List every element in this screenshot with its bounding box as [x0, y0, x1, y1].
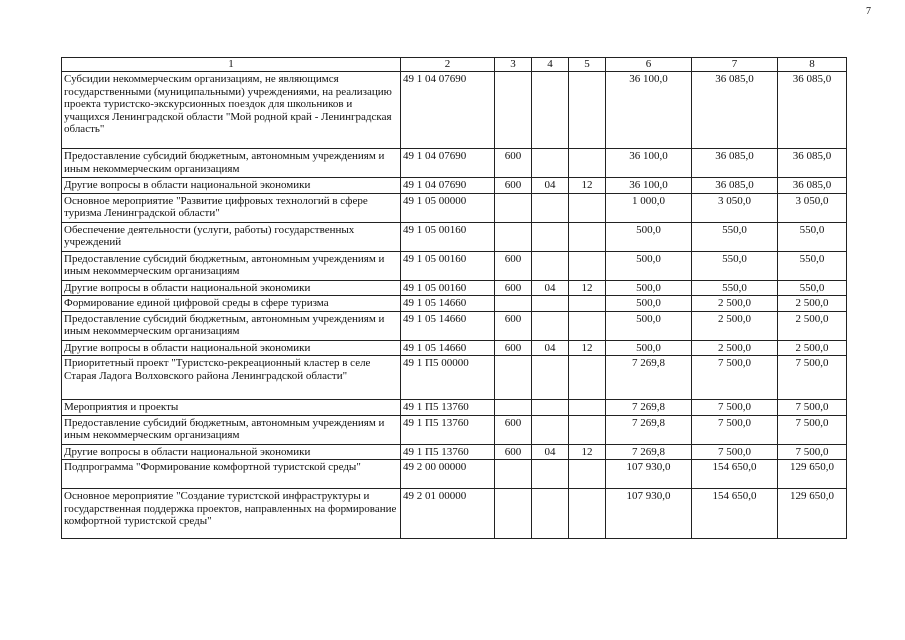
row-value-year3: 7 500,0	[778, 415, 847, 444]
column-header: 4	[532, 58, 569, 72]
table-row	[62, 415, 847, 444]
column-header: 1	[62, 58, 401, 72]
row-subsection	[569, 251, 606, 280]
row-value-year2: 3 050,0	[692, 193, 778, 222]
table-row	[62, 280, 847, 296]
row-subsection	[569, 400, 606, 416]
row-value-year3: 550,0	[778, 280, 847, 296]
row-subsection	[569, 296, 606, 312]
row-code: 49 2 00 00000	[401, 460, 495, 489]
row-value-year1: 107 930,0	[606, 460, 692, 489]
row-value-year2: 2 500,0	[692, 340, 778, 356]
row-expense-type	[495, 460, 532, 489]
row-subsection	[569, 415, 606, 444]
row-name: Предоставление субсидий бюджетным, автономным учреждениям и иным некоммерческим организациям	[62, 415, 401, 444]
row-code: 49 1 05 14660	[401, 340, 495, 356]
row-expense-type	[495, 222, 532, 251]
row-subsection	[569, 193, 606, 222]
row-expense-type	[495, 356, 532, 400]
row-value-year1: 500,0	[606, 340, 692, 356]
row-value-year1: 7 269,8	[606, 356, 692, 400]
header-row	[62, 58, 847, 72]
column-header: 7	[692, 58, 778, 72]
row-expense-type: 600	[495, 280, 532, 296]
row-value-year2: 154 650,0	[692, 489, 778, 539]
row-subsection	[569, 356, 606, 400]
table-row	[62, 193, 847, 222]
row-value-year2: 2 500,0	[692, 296, 778, 312]
table-row	[62, 222, 847, 251]
row-subsection: 12	[569, 280, 606, 296]
row-value-year2: 7 500,0	[692, 444, 778, 460]
row-value-year3: 2 500,0	[778, 340, 847, 356]
row-value-year1: 7 269,8	[606, 444, 692, 460]
row-name: Мероприятия и проекты	[62, 400, 401, 416]
table-row	[62, 149, 847, 178]
row-value-year3: 550,0	[778, 222, 847, 251]
row-value-year1: 36 100,0	[606, 178, 692, 194]
row-subsection	[569, 489, 606, 539]
row-code: 49 1 П5 13760	[401, 444, 495, 460]
row-name: Предоставление субсидий бюджетным, автономным учреждениям и иным некоммерческим организациям	[62, 149, 401, 178]
row-section	[532, 489, 569, 539]
table-body	[62, 58, 847, 539]
row-section	[532, 460, 569, 489]
row-section	[532, 400, 569, 416]
row-subsection	[569, 149, 606, 178]
row-value-year2: 36 085,0	[692, 72, 778, 149]
row-value-year1: 36 100,0	[606, 72, 692, 149]
row-section	[532, 296, 569, 312]
row-expense-type	[495, 296, 532, 312]
row-value-year1: 500,0	[606, 222, 692, 251]
table-row	[62, 311, 847, 340]
row-value-year1: 1 000,0	[606, 193, 692, 222]
row-subsection: 12	[569, 340, 606, 356]
row-section	[532, 193, 569, 222]
row-value-year2: 550,0	[692, 222, 778, 251]
row-expense-type	[495, 72, 532, 149]
row-subsection	[569, 311, 606, 340]
row-value-year2: 7 500,0	[692, 400, 778, 416]
row-section	[532, 415, 569, 444]
row-section: 04	[532, 178, 569, 194]
row-value-year1: 500,0	[606, 311, 692, 340]
row-name: Приоритетный проект "Туристско-рекреационный кластер в селе Старая Ладога Волховского района Ленинградской области"	[62, 356, 401, 400]
row-expense-type: 600	[495, 251, 532, 280]
row-expense-type: 600	[495, 340, 532, 356]
row-section	[532, 149, 569, 178]
table-row	[62, 356, 847, 400]
row-section	[532, 311, 569, 340]
row-value-year1: 7 269,8	[606, 415, 692, 444]
row-subsection: 12	[569, 178, 606, 194]
row-value-year1: 500,0	[606, 251, 692, 280]
table-row	[62, 444, 847, 460]
row-code: 49 1 П5 00000	[401, 356, 495, 400]
row-section	[532, 222, 569, 251]
row-value-year2: 550,0	[692, 280, 778, 296]
row-expense-type	[495, 193, 532, 222]
row-value-year1: 500,0	[606, 296, 692, 312]
row-code: 49 1 05 00160	[401, 280, 495, 296]
row-value-year3: 36 085,0	[778, 149, 847, 178]
column-header: 2	[401, 58, 495, 72]
row-name: Формирование единой цифровой среды в сфере туризма	[62, 296, 401, 312]
row-subsection	[569, 460, 606, 489]
row-name: Предоставление субсидий бюджетным, автономным учреждениям и иным некоммерческим организациям	[62, 311, 401, 340]
row-code: 49 1 05 00000	[401, 193, 495, 222]
row-expense-type: 600	[495, 311, 532, 340]
budget-table	[61, 57, 847, 539]
table-row	[62, 340, 847, 356]
row-code: 49 1 05 00160	[401, 222, 495, 251]
table-row	[62, 251, 847, 280]
row-expense-type: 600	[495, 444, 532, 460]
row-code: 49 1 П5 13760	[401, 415, 495, 444]
row-expense-type: 600	[495, 149, 532, 178]
row-value-year3: 129 650,0	[778, 489, 847, 539]
row-value-year3: 3 050,0	[778, 193, 847, 222]
row-expense-type: 600	[495, 178, 532, 194]
row-value-year3: 550,0	[778, 251, 847, 280]
row-name: Другие вопросы в области национальной экономики	[62, 178, 401, 194]
row-value-year1: 500,0	[606, 280, 692, 296]
table-row	[62, 460, 847, 489]
row-value-year3: 129 650,0	[778, 460, 847, 489]
row-name: Основное мероприятие "Развитие цифровых технологий в сфере туризма Ленинградской области"	[62, 193, 401, 222]
row-value-year2: 36 085,0	[692, 149, 778, 178]
row-name: Другие вопросы в области национальной экономики	[62, 280, 401, 296]
row-name: Другие вопросы в области национальной экономики	[62, 444, 401, 460]
column-header: 3	[495, 58, 532, 72]
row-subsection: 12	[569, 444, 606, 460]
row-value-year3: 36 085,0	[778, 178, 847, 194]
row-name: Предоставление субсидий бюджетным, автономным учреждениям и иным некоммерческим организациям	[62, 251, 401, 280]
row-value-year1: 7 269,8	[606, 400, 692, 416]
row-section	[532, 356, 569, 400]
row-code: 49 1 04 07690	[401, 178, 495, 194]
row-section: 04	[532, 444, 569, 460]
column-header: 5	[569, 58, 606, 72]
table-row	[62, 296, 847, 312]
row-section	[532, 72, 569, 149]
column-header: 8	[778, 58, 847, 72]
row-value-year2: 7 500,0	[692, 415, 778, 444]
row-code: 49 1 05 14660	[401, 311, 495, 340]
row-value-year2: 550,0	[692, 251, 778, 280]
row-name: Обеспечение деятельности (услуги, работы) государственных учреждений	[62, 222, 401, 251]
row-value-year2: 7 500,0	[692, 356, 778, 400]
table-row	[62, 489, 847, 539]
row-value-year2: 154 650,0	[692, 460, 778, 489]
row-subsection	[569, 72, 606, 149]
row-name: Подпрограмма "Формирование комфортной туристской среды"	[62, 460, 401, 489]
row-value-year3: 7 500,0	[778, 356, 847, 400]
row-section: 04	[532, 340, 569, 356]
table-row	[62, 400, 847, 416]
row-name: Другие вопросы в области национальной экономики	[62, 340, 401, 356]
row-value-year3: 36 085,0	[778, 72, 847, 149]
row-value-year1: 107 930,0	[606, 489, 692, 539]
row-value-year3: 7 500,0	[778, 400, 847, 416]
row-value-year2: 36 085,0	[692, 178, 778, 194]
row-subsection	[569, 222, 606, 251]
column-header: 6	[606, 58, 692, 72]
row-expense-type	[495, 489, 532, 539]
row-value-year3: 2 500,0	[778, 311, 847, 340]
row-code: 49 1 05 00160	[401, 251, 495, 280]
row-code: 49 1 05 14660	[401, 296, 495, 312]
row-value-year2: 2 500,0	[692, 311, 778, 340]
page-number: 7	[866, 6, 871, 17]
row-name: Основное мероприятие "Создание туристской инфраструктуры и государственная поддержка проектов, направленных на формирование комфортной туристской среды"	[62, 489, 401, 539]
row-code: 49 1 04 07690	[401, 72, 495, 149]
row-code: 49 2 01 00000	[401, 489, 495, 539]
table-row	[62, 178, 847, 194]
row-value-year3: 7 500,0	[778, 444, 847, 460]
table-row	[62, 72, 847, 149]
row-name: Субсидии некоммерческим организациям, не являющимся государственными (муниципальными) учреждениями, на реализацию проекта туристско-экскурсионных поездок для школьников и учащихся Ленинградской области "Мой родной край - Ленинградская область"	[62, 72, 401, 149]
row-value-year3: 2 500,0	[778, 296, 847, 312]
row-code: 49 1 П5 13760	[401, 400, 495, 416]
row-code: 49 1 04 07690	[401, 149, 495, 178]
row-section	[532, 251, 569, 280]
row-value-year1: 36 100,0	[606, 149, 692, 178]
row-expense-type	[495, 400, 532, 416]
row-expense-type: 600	[495, 415, 532, 444]
row-section: 04	[532, 280, 569, 296]
